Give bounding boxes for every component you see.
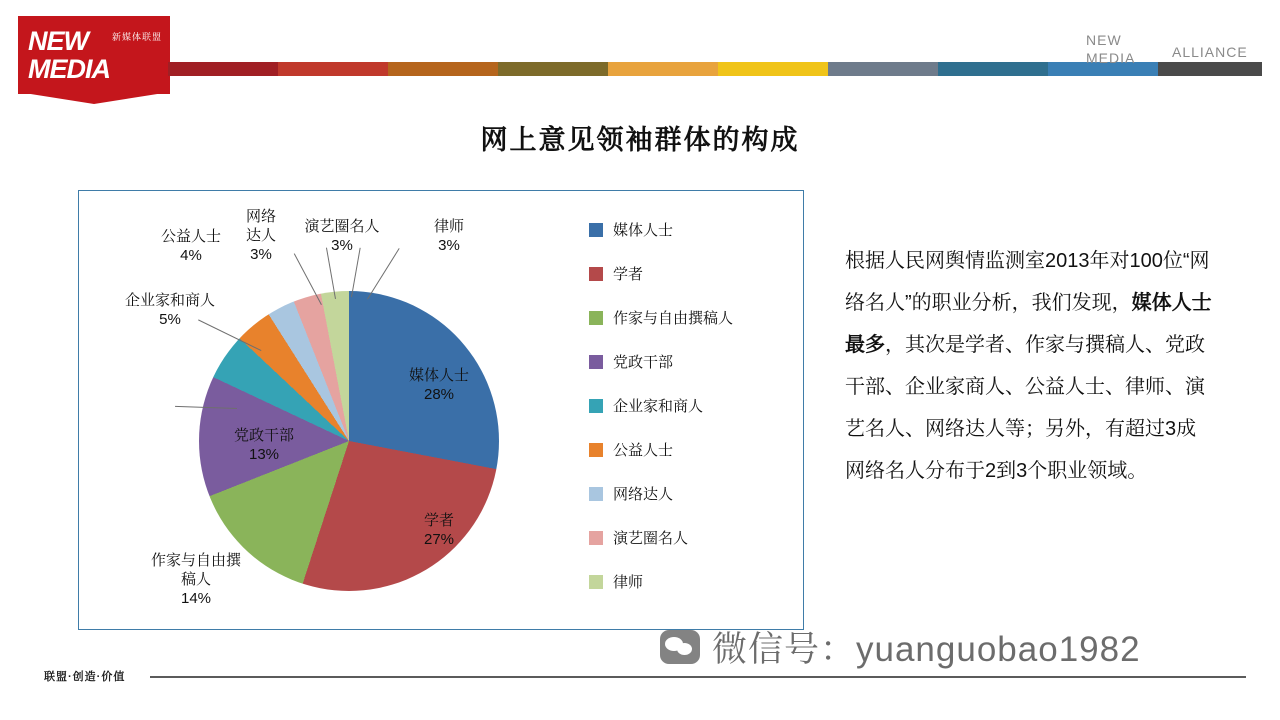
page-header xyxy=(0,0,1280,92)
legend-item[interactable] xyxy=(589,307,733,328)
legend-swatch-icon xyxy=(589,531,603,545)
brand-media-text: MEDIA xyxy=(1086,50,1136,66)
slice-label-netizen: 网络 达人 3% xyxy=(245,208,276,263)
legend-swatch-icon xyxy=(589,311,603,325)
brand-alliance-text: ALLIANCE xyxy=(1172,44,1248,60)
brand-mark xyxy=(1042,30,1262,64)
leader-line xyxy=(351,248,361,297)
legend-label: 律师 xyxy=(613,574,644,591)
legend-item[interactable] xyxy=(589,395,733,416)
slice-label-charity: 公益人士 4% xyxy=(160,228,221,264)
legend-label: 学者 xyxy=(613,266,644,283)
legend-item[interactable] xyxy=(589,571,733,592)
slice-label-lawyer: 律师 3% xyxy=(433,218,464,254)
analysis-text-part2: ，其次是学者、作家与撰稿人、党政干部、企业家商人、公益人士、律师、演艺名人、网络达人等；另外，有超过3成网络名人分布于2到3个职业领域。 xyxy=(845,334,1205,482)
bar-segment xyxy=(278,62,388,76)
logo-media-text: MEDIA xyxy=(28,54,110,84)
legend-label: 作家与自由撰稿人 xyxy=(613,310,734,327)
slice-label-media: 媒体人士 28% xyxy=(408,367,469,403)
legend-swatch-icon xyxy=(589,575,603,589)
wechat-icon xyxy=(660,630,700,664)
legend-item[interactable] xyxy=(589,527,733,548)
bar-segment xyxy=(168,62,278,76)
bar-segment xyxy=(498,62,608,76)
analysis-text xyxy=(845,240,1215,492)
legend-swatch-icon xyxy=(589,487,603,501)
legend-label: 党政干部 xyxy=(613,354,674,371)
bar-segment xyxy=(828,62,938,76)
slice-label-artist: 演艺圈名人 3% xyxy=(304,218,380,254)
leader-line xyxy=(367,248,400,299)
bar-segment xyxy=(718,62,828,76)
legend-label: 企业家和商人 xyxy=(613,398,704,415)
analysis-text-highlight: 媒体人士最多 xyxy=(845,292,1212,356)
analysis-text-part1: 根据人民网舆情监测室2013年对100位“网络名人”的职业分析，我们发现， xyxy=(845,250,1210,314)
slice-label-scholar: 学者 27% xyxy=(423,512,455,548)
legend-label: 媒体人士 xyxy=(613,222,674,239)
brand-new-text: NEW xyxy=(1086,32,1122,48)
watermark-text: 微信号：yuanguobao1982 xyxy=(712,630,1141,669)
legend-item[interactable] xyxy=(589,351,733,372)
logo xyxy=(18,16,170,94)
legend-label: 网络达人 xyxy=(613,486,674,503)
legend-item[interactable] xyxy=(589,439,733,460)
legend-item[interactable] xyxy=(589,483,733,504)
legend-swatch-icon xyxy=(589,355,603,369)
chart-legend xyxy=(589,219,733,615)
logo-chinese-text: 新媒体联盟 xyxy=(111,32,162,42)
legend-swatch-icon xyxy=(589,267,603,281)
legend-label: 公益人士 xyxy=(613,442,674,459)
slice-label-entrepreneur: 企业家和商人 5% xyxy=(124,292,215,328)
watermark xyxy=(660,622,1141,672)
slice-label-writer: 作家与自由撰 稿人 14% xyxy=(150,552,241,607)
page-title: 网上意见领袖群体的构成 xyxy=(480,125,800,155)
bar-segment xyxy=(938,62,1048,76)
slice-label-official: 党政干部 13% xyxy=(233,427,294,463)
footer-divider xyxy=(150,676,1246,678)
legend-swatch-icon xyxy=(589,223,603,237)
bar-segment xyxy=(388,62,498,76)
legend-swatch-icon xyxy=(589,399,603,413)
logo-new-text: NEW xyxy=(28,26,88,56)
legend-swatch-icon xyxy=(589,443,603,457)
legend-item[interactable] xyxy=(589,263,733,284)
pie-chart-panel xyxy=(78,190,804,630)
bar-segment xyxy=(1158,62,1262,76)
bar-segment xyxy=(608,62,718,76)
footer-tagline: 联盟·创造·价值 xyxy=(44,671,126,683)
legend-item[interactable] xyxy=(589,219,733,240)
legend-label: 演艺圈名人 xyxy=(613,530,689,547)
